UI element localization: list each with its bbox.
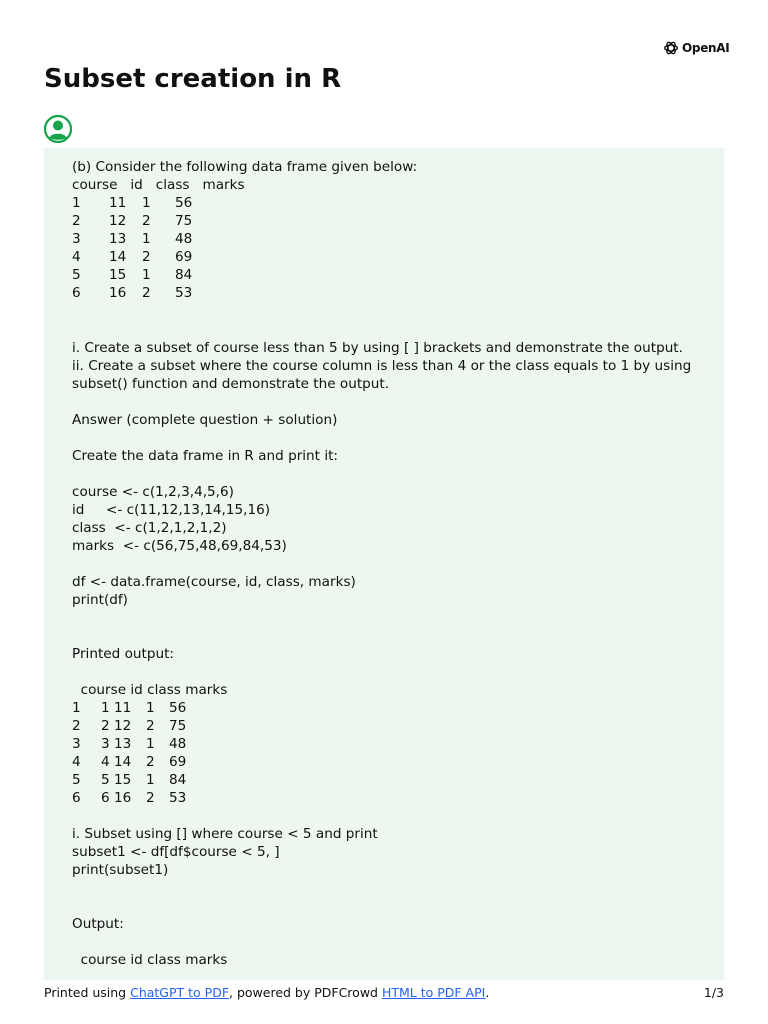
- printed-output-label: Printed output:: [72, 646, 174, 662]
- output-cell: 3 13: [101, 736, 132, 752]
- table-cell: 1: [142, 231, 151, 247]
- table-cell: 2: [142, 249, 151, 265]
- table-cell: 56: [175, 195, 193, 211]
- table-cell: 15: [109, 267, 127, 283]
- table-cell: 75: [175, 213, 193, 229]
- output-cell: 75: [169, 718, 187, 734]
- question-intro: (b) Consider the following data frame given below:: [72, 159, 418, 175]
- task-ii-line1: ii. Create a subset where the course column is less than 4 or the class equals to 1 by using: [72, 358, 692, 374]
- table-cell: 84: [175, 267, 193, 283]
- table-cell: 3: [72, 231, 81, 247]
- output-cell: 84: [169, 772, 187, 788]
- code-line: course <- c(1,2,3,4,5,6): [72, 484, 234, 500]
- footer-suffix: .: [485, 985, 490, 1000]
- code-line: print(df): [72, 592, 128, 608]
- task-i: i. Create a subset of course less than 5 by using [ ] brackets and demonstrate the output.: [72, 340, 683, 356]
- task-ii-line2: subset() function and demonstrate the output.: [72, 376, 390, 392]
- output-cell: 1: [146, 700, 155, 716]
- table-cell: 12: [109, 213, 127, 229]
- output-cell: 5: [72, 772, 81, 788]
- user-avatar-icon: [43, 114, 73, 144]
- output-cell: 6: [72, 790, 81, 806]
- output-cell: 3: [72, 736, 81, 752]
- create-intro: Create the data frame in R and print it:: [72, 448, 339, 464]
- output-cell: 1: [146, 772, 155, 788]
- code-line: class <- c(1,2,1,2,1,2): [72, 520, 227, 536]
- output-cell: 56: [169, 700, 187, 716]
- page-title: Subset creation in R: [44, 64, 342, 94]
- table-cell: 6: [72, 285, 81, 301]
- footer-credit: [44, 985, 489, 1000]
- page-number: 1/3: [703, 985, 724, 1000]
- output-cell: 2: [146, 790, 155, 806]
- output-header: course id class marks: [72, 682, 228, 698]
- openai-logo-icon: [663, 40, 679, 56]
- table-cell: 16: [109, 285, 127, 301]
- table-cell: 2: [142, 213, 151, 229]
- output-cell: 2: [72, 718, 81, 734]
- table-cell: 4: [72, 249, 81, 265]
- code-line: subset1 <- df[df$course < 5, ]: [72, 844, 280, 860]
- html-to-pdf-api-link[interactable]: HTML to PDF API: [381, 985, 486, 1000]
- output-cell: 2: [146, 718, 155, 734]
- output-cell: 5 15: [101, 772, 132, 788]
- table-header: course id class marks: [72, 177, 245, 193]
- table-cell: 5: [72, 267, 81, 283]
- answer-heading: Answer (complete question + solution): [72, 412, 338, 428]
- table-cell: 1: [142, 267, 151, 283]
- output-cell: 4 14: [101, 754, 132, 770]
- table-cell: 1: [142, 195, 151, 211]
- table-cell: 13: [109, 231, 127, 247]
- output-cell: 48: [169, 736, 187, 752]
- table-cell: 2: [142, 285, 151, 301]
- table-cell: 14: [109, 249, 127, 265]
- code-line: marks <- c(56,75,48,69,84,53): [72, 538, 287, 554]
- code-line: print(subset1): [72, 862, 169, 878]
- footer: [44, 985, 724, 1003]
- output-label: Output:: [72, 916, 124, 932]
- subset-heading: i. Subset using [] where course < 5 and print: [72, 826, 378, 842]
- code-line: id <- c(11,12,13,14,15,16): [72, 502, 271, 518]
- chatgpt-to-pdf-link[interactable]: ChatGPT to PDF: [130, 985, 230, 1000]
- output-cell: 2 12: [101, 718, 132, 734]
- output-cell: 1: [146, 736, 155, 752]
- output2-header: course id class marks: [72, 952, 228, 968]
- output-cell: 4: [72, 754, 81, 770]
- output-cell: 1: [72, 700, 81, 716]
- output-cell: 6 16: [101, 790, 132, 806]
- output-cell: 2: [146, 754, 155, 770]
- table-cell: 2: [72, 213, 81, 229]
- footer-prefix: Printed using: [44, 985, 131, 1000]
- output-cell: 69: [169, 754, 187, 770]
- table-cell: 11: [109, 195, 127, 211]
- openai-brand: [663, 40, 729, 56]
- output-cell: 1 11: [101, 700, 132, 716]
- table-cell: 53: [175, 285, 193, 301]
- table-cell: 1: [72, 195, 81, 211]
- table-cell: 69: [175, 249, 193, 265]
- footer-middle: , powered by PDFCrowd: [229, 985, 382, 1000]
- code-line: df <- data.frame(course, id, class, marks): [72, 574, 356, 590]
- brand-name: OpenAI: [682, 41, 730, 55]
- output-cell: 53: [169, 790, 187, 806]
- table-cell: 48: [175, 231, 193, 247]
